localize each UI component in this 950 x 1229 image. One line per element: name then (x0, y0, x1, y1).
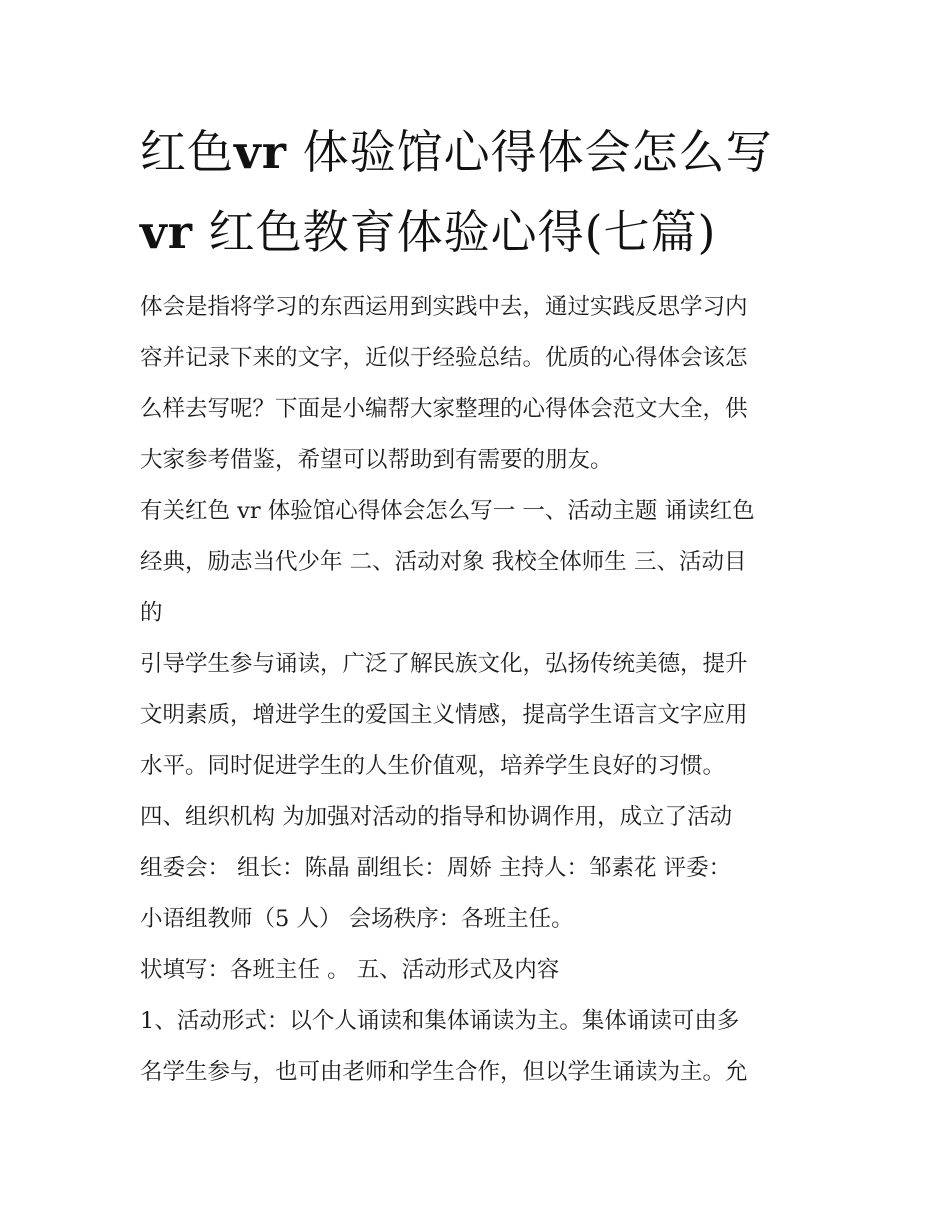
title-line2-latin: vr (140, 205, 193, 259)
text-line: 1、活动形式：以个人诵读和集体诵读为主。集体诵读可由多 (140, 1008, 740, 1034)
title-line-2 (140, 205, 717, 259)
document-body (140, 282, 820, 1098)
title-line1-suffix: 体验馆心得体会怎么写 (302, 125, 773, 179)
title-line1-latin: vr (234, 125, 287, 179)
title-line1-prefix: 红色 (140, 125, 234, 179)
text-line: 组委会： 组长：陈晶 副组长：周娇 主持人：邹素花 评委： (140, 855, 732, 881)
text-line: 小语组教师（5 人） 会场秩序：各班主任。 (140, 906, 574, 932)
text-line: 引导学生参与诵读，广泛了解民族文化，弘扬传统美德，提升 (140, 651, 748, 677)
text-line: 水平。同时促进学生的人生价值观，培养学生良好的习惯。 (140, 753, 726, 779)
text-line: 四、组织机构 为加强对活动的指导和协调作用，成立了活动 (140, 804, 733, 830)
text-line: 的 (140, 600, 163, 626)
title-line-1 (140, 125, 773, 179)
text-line: 状填写：各班主任 。 五、活动形式及内容 (140, 957, 560, 983)
title-line2-suffix: 红色教育体验心得(七篇) (208, 205, 717, 259)
text-line: 大家参考借鉴，希望可以帮助到有需要的朋友。 (140, 447, 613, 473)
text-line: 么样去写呢？下面是小编帮大家整理的心得体会范文大全，供 (140, 396, 748, 422)
text-line: 文明素质，增进学生的爱国主义情感，提高学生语言文字应用 (140, 702, 748, 728)
text-line: 有关红色 vr 体验馆心得体会怎么写一 一、活动主题 诵读红色 (140, 498, 755, 524)
text-line: 容并记录下来的文字，近似于经验总结。优质的心得体会该怎 (140, 345, 748, 371)
text-line: 名学生参与，也可由老师和学生合作，但以学生诵读为主。允 (140, 1059, 748, 1085)
text-line: 体会是指将学习的东西运用到实践中去，通过实践反思学习内 (140, 294, 748, 320)
text-line: 经典，励志当代少年 二、活动对象 我校全体师生 三、活动目 (140, 549, 747, 575)
document-title (140, 112, 830, 272)
